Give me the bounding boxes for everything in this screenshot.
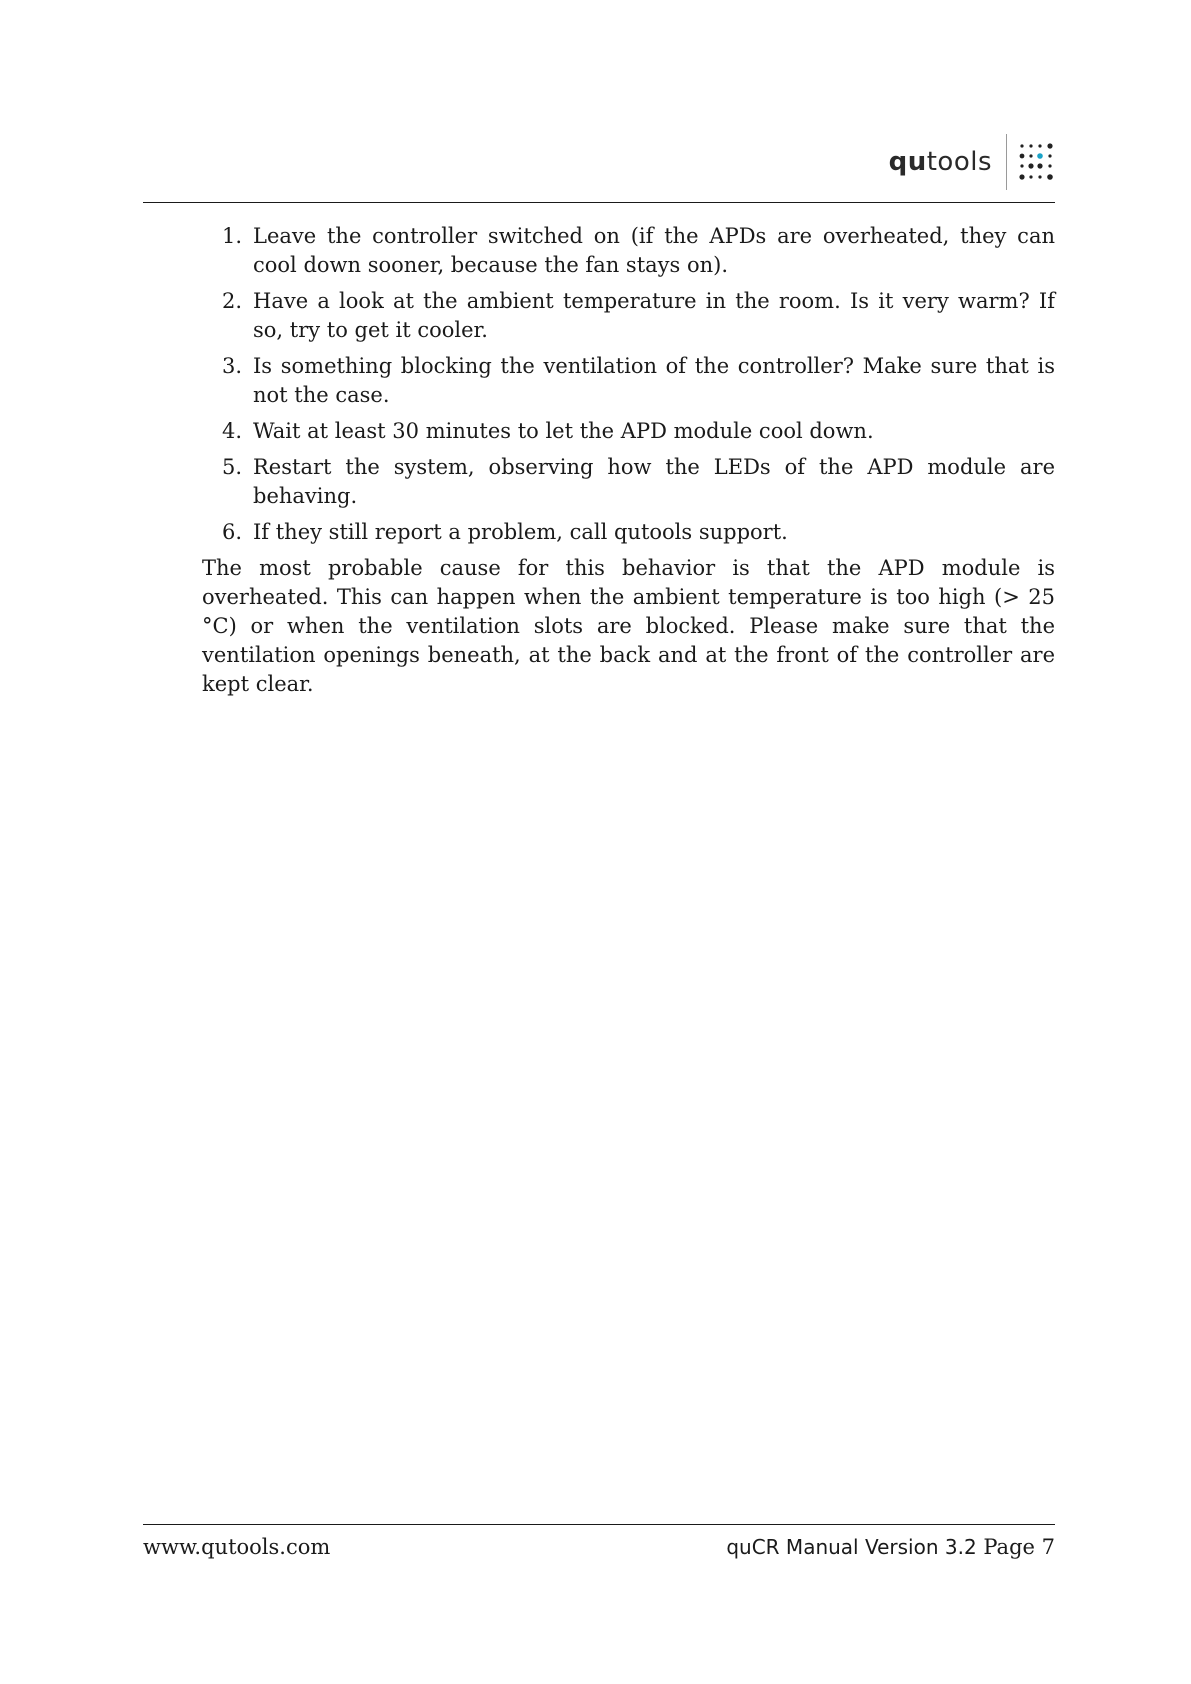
list-item <box>202 518 1055 547</box>
list-item-number: 4. <box>221 419 242 443</box>
list-item-text: Leave the controller switched on (if the APDs are overheated, they can cool down sooner, because the fan stays on). <box>253 224 1055 277</box>
list-item-text: If they still report a problem, call qutools support. <box>253 520 788 544</box>
qutools-dot-grid-icon <box>1019 142 1055 182</box>
list-item <box>202 352 1055 410</box>
list-item <box>202 417 1055 446</box>
troubleshooting-steps-list <box>202 222 1055 547</box>
logo-text-regular: tools <box>926 147 992 177</box>
list-item-text: Is something blocking the ventilation of the controller? Make sure that is not the case. <box>253 354 1055 407</box>
page-content <box>202 222 1055 699</box>
list-item <box>202 287 1055 345</box>
page-header <box>143 120 1055 203</box>
list-item-text: Have a look at the ambient temperature in the room. Is it very warm? If so, try to get it cooler. <box>253 289 1055 342</box>
logo-divider <box>1006 134 1007 190</box>
list-item-number: 5. <box>221 455 242 479</box>
page-footer <box>143 1524 1055 1571</box>
list-item <box>202 222 1055 280</box>
list-item-number: 1. <box>221 224 242 248</box>
list-item-number: 3. <box>221 354 242 378</box>
footer-page-info <box>726 1533 1055 1561</box>
logo-wordmark <box>889 149 992 175</box>
page-number: Page 7 <box>983 1535 1055 1559</box>
list-item <box>202 453 1055 511</box>
website-link[interactable]: www.qutools.com <box>143 1535 331 1559</box>
qutools-logo <box>889 134 1055 190</box>
list-item-text: Restart the system, observing how the LEDs of the APD module are behaving. <box>253 455 1055 508</box>
list-item-number: 6. <box>221 520 242 544</box>
list-item-number: 2. <box>221 289 242 313</box>
list-item-text: Wait at least 30 minutes to let the APD module cool down. <box>253 419 874 443</box>
overheating-explanation-paragraph: The most probable cause for this behavior is that the APD module is overheated. This can happen when the ambient temperature is too high (> 25 °C) or when the ventilation slots are blocked. Please make sure that the ventilation openings beneath, at the back and at the front of the controller are kept clear. <box>202 556 1055 696</box>
manual-title: quCR Manual Version 3.2 <box>726 1535 977 1559</box>
logo-text-bold: qu <box>888 147 927 177</box>
